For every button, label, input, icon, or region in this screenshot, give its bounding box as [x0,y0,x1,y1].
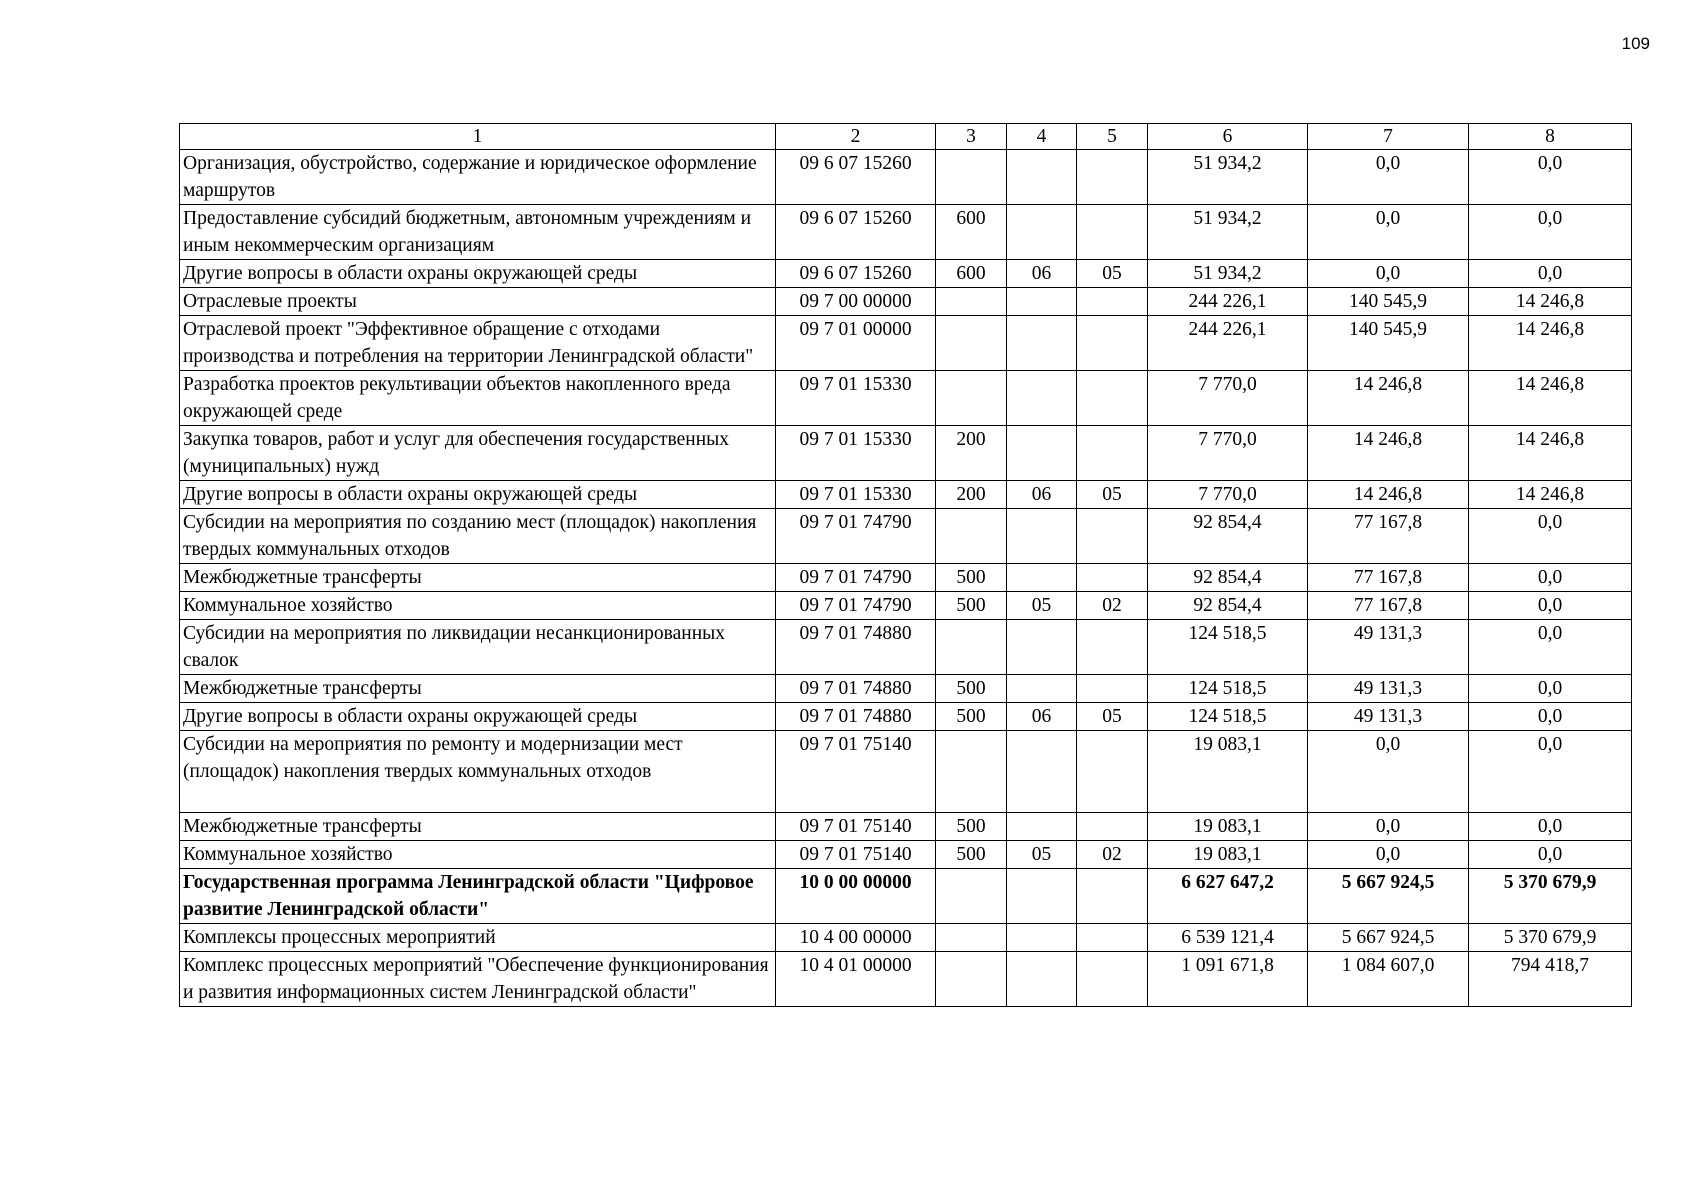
section-code [1007,675,1077,703]
amount-col7: 77 167,8 [1308,509,1469,564]
expense-type-code [936,952,1007,1007]
section-code [1007,924,1077,952]
subsection-code [1077,813,1148,841]
amount-col8: 0,0 [1469,205,1632,260]
amount-col7: 5 667 924,5 [1308,924,1469,952]
amount-col6: 19 083,1 [1148,841,1308,869]
item-name: Государственная программа Ленинградской области "Цифровое развитие Ленинградской области" [180,869,776,924]
section-code [1007,952,1077,1007]
subsection-code [1077,564,1148,592]
expense-type-code: 600 [936,260,1007,288]
section-code: 06 [1007,481,1077,509]
amount-col8: 0,0 [1469,675,1632,703]
amount-col7: 1 084 607,0 [1308,952,1469,1007]
subsection-code: 05 [1077,481,1148,509]
amount-col7: 0,0 [1308,841,1469,869]
amount-col6: 92 854,4 [1148,509,1308,564]
table-row [180,924,1632,952]
amount-col7: 140 545,9 [1308,288,1469,316]
item-name: Комплексы процессных мероприятий [180,924,776,952]
amount-col6: 6 627 647,2 [1148,869,1308,924]
subsection-code [1077,952,1148,1007]
target-article-code: 09 7 01 75140 [776,841,936,869]
header-cell: 1 [180,124,776,150]
section-code: 05 [1007,841,1077,869]
expense-type-code: 500 [936,564,1007,592]
subsection-code: 05 [1077,703,1148,731]
amount-col6: 19 083,1 [1148,813,1308,841]
item-name: Коммунальное хозяйство [180,841,776,869]
item-name: Отраслевой проект "Эффективное обращение с отходами производства и потребления на территории Ленинградской области" [180,316,776,371]
item-name: Отраслевые проекты [180,288,776,316]
amount-col7: 49 131,3 [1308,703,1469,731]
section-code [1007,620,1077,675]
amount-col8: 0,0 [1469,564,1632,592]
subsection-code: 02 [1077,592,1148,620]
expense-type-code: 500 [936,703,1007,731]
header-cell: 2 [776,124,936,150]
target-article-code: 10 4 00 00000 [776,924,936,952]
amount-col8: 14 246,8 [1469,288,1632,316]
subsection-code [1077,205,1148,260]
table-row [180,150,1632,205]
amount-col7: 77 167,8 [1308,592,1469,620]
expense-type-code: 500 [936,841,1007,869]
subsection-code [1077,675,1148,703]
table-row [180,509,1632,564]
section-code [1007,509,1077,564]
amount-col8: 0,0 [1469,592,1632,620]
table-row [180,952,1632,1007]
amount-col8: 0,0 [1469,509,1632,564]
subsection-code [1077,731,1148,813]
amount-col7: 0,0 [1308,813,1469,841]
expense-type-code [936,869,1007,924]
amount-col7: 0,0 [1308,205,1469,260]
table-row [180,371,1632,426]
amount-col8: 0,0 [1469,703,1632,731]
target-article-code: 09 7 01 74790 [776,509,936,564]
expense-type-code: 500 [936,813,1007,841]
item-name: Организация, обустройство, содержание и юридическое оформление маршрутов [180,150,776,205]
section-code [1007,564,1077,592]
amount-col8: 14 246,8 [1469,426,1632,481]
budget-table [179,123,1632,1007]
table-row [180,316,1632,371]
target-article-code: 09 7 01 00000 [776,316,936,371]
subsection-code [1077,509,1148,564]
item-name: Субсидии на мероприятия по созданию мест (площадок) накопления твердых коммунальных отходов [180,509,776,564]
amount-col7: 14 246,8 [1308,426,1469,481]
amount-col6: 92 854,4 [1148,564,1308,592]
item-name: Коммунальное хозяйство [180,592,776,620]
amount-col6: 244 226,1 [1148,316,1308,371]
item-name: Другие вопросы в области охраны окружающей среды [180,260,776,288]
amount-col6: 51 934,2 [1148,150,1308,205]
amount-col8: 0,0 [1469,620,1632,675]
item-name: Субсидии на мероприятия по ликвидации несанкционированных свалок [180,620,776,675]
header-cell: 6 [1148,124,1308,150]
target-article-code: 09 6 07 15260 [776,150,936,205]
target-article-code: 09 7 01 15330 [776,371,936,426]
amount-col6: 7 770,0 [1148,371,1308,426]
table-row [180,288,1632,316]
amount-col8: 14 246,8 [1469,316,1632,371]
subsection-code [1077,150,1148,205]
expense-type-code [936,620,1007,675]
item-name: Другие вопросы в области охраны окружающей среды [180,481,776,509]
item-name: Другие вопросы в области охраны окружающей среды [180,703,776,731]
expense-type-code [936,509,1007,564]
table-row [180,841,1632,869]
section-code [1007,316,1077,371]
target-article-code: 09 7 01 75140 [776,731,936,813]
amount-col6: 19 083,1 [1148,731,1308,813]
target-article-code: 09 7 01 74880 [776,620,936,675]
subsection-code [1077,288,1148,316]
amount-col8: 5 370 679,9 [1469,924,1632,952]
item-name: Предоставление субсидий бюджетным, автономным учреждениям и иным некоммерческим организациям [180,205,776,260]
section-code: 05 [1007,592,1077,620]
amount-col7: 0,0 [1308,150,1469,205]
expense-type-code [936,150,1007,205]
table-row [180,620,1632,675]
header-cell: 4 [1007,124,1077,150]
amount-col7: 77 167,8 [1308,564,1469,592]
target-article-code: 09 7 00 00000 [776,288,936,316]
amount-col8: 0,0 [1469,260,1632,288]
section-code [1007,205,1077,260]
section-code [1007,731,1077,813]
expense-type-code: 600 [936,205,1007,260]
subsection-code [1077,924,1148,952]
expense-type-code: 200 [936,426,1007,481]
amount-col8: 5 370 679,9 [1469,869,1632,924]
section-code: 06 [1007,703,1077,731]
subsection-code [1077,620,1148,675]
amount-col6: 1 091 671,8 [1148,952,1308,1007]
amount-col8: 0,0 [1469,813,1632,841]
table-row [180,426,1632,481]
amount-col6: 51 934,2 [1148,205,1308,260]
item-name: Межбюджетные трансферты [180,675,776,703]
target-article-code: 10 4 01 00000 [776,952,936,1007]
amount-col7: 14 246,8 [1308,371,1469,426]
section-code: 06 [1007,260,1077,288]
header-cell: 5 [1077,124,1148,150]
page-number: 109 [1621,34,1650,53]
amount-col6: 7 770,0 [1148,481,1308,509]
amount-col6: 51 934,2 [1148,260,1308,288]
amount-col8: 14 246,8 [1469,371,1632,426]
amount-col8: 0,0 [1469,731,1632,813]
table-row [180,869,1632,924]
table-row [180,205,1632,260]
item-name: Межбюджетные трансферты [180,564,776,592]
section-code [1007,813,1077,841]
section-code [1007,288,1077,316]
amount-col8: 0,0 [1469,150,1632,205]
table-row [180,564,1632,592]
amount-col7: 49 131,3 [1308,620,1469,675]
section-code [1007,869,1077,924]
expense-type-code [936,316,1007,371]
target-article-code: 09 6 07 15260 [776,205,936,260]
expense-type-code: 500 [936,675,1007,703]
target-article-code: 09 7 01 74790 [776,564,936,592]
item-name: Комплекс процессных мероприятий "Обеспечение функционирования и развития информационных систем Ленинградской области" [180,952,776,1007]
item-name: Разработка проектов рекультивации объектов накопленного вреда окружающей среде [180,371,776,426]
amount-col7: 49 131,3 [1308,675,1469,703]
header-cell: 3 [936,124,1007,150]
table-row [180,260,1632,288]
table-header-row [180,124,1632,150]
expense-type-code [936,371,1007,426]
expense-type-code: 500 [936,592,1007,620]
expense-type-code [936,924,1007,952]
amount-col6: 7 770,0 [1148,426,1308,481]
amount-col7: 5 667 924,5 [1308,869,1469,924]
amount-col8: 794 418,7 [1469,952,1632,1007]
subsection-code: 05 [1077,260,1148,288]
amount-col7: 0,0 [1308,731,1469,813]
section-code [1007,426,1077,481]
subsection-code [1077,426,1148,481]
target-article-code: 09 7 01 15330 [776,426,936,481]
table-row [180,703,1632,731]
header-cell: 7 [1308,124,1469,150]
amount-col6: 124 518,5 [1148,703,1308,731]
target-article-code: 09 6 07 15260 [776,260,936,288]
target-article-code: 09 7 01 74790 [776,592,936,620]
amount-col6: 6 539 121,4 [1148,924,1308,952]
table-row [180,481,1632,509]
amount-col8: 14 246,8 [1469,481,1632,509]
subsection-code: 02 [1077,841,1148,869]
section-code [1007,150,1077,205]
subsection-code [1077,316,1148,371]
target-article-code: 10 0 00 00000 [776,869,936,924]
expense-type-code [936,731,1007,813]
target-article-code: 09 7 01 74880 [776,675,936,703]
expense-type-code [936,288,1007,316]
item-name: Межбюджетные трансферты [180,813,776,841]
expense-type-code: 200 [936,481,1007,509]
amount-col6: 92 854,4 [1148,592,1308,620]
amount-col7: 14 246,8 [1308,481,1469,509]
item-name: Закупка товаров, работ и услуг для обеспечения государственных (муниципальных) нужд [180,426,776,481]
target-article-code: 09 7 01 15330 [776,481,936,509]
amount-col6: 244 226,1 [1148,288,1308,316]
header-cell: 8 [1469,124,1632,150]
amount-col6: 124 518,5 [1148,675,1308,703]
amount-col7: 140 545,9 [1308,316,1469,371]
subsection-code [1077,869,1148,924]
table-row [180,813,1632,841]
table-row [180,592,1632,620]
table-row [180,731,1632,813]
target-article-code: 09 7 01 74880 [776,703,936,731]
amount-col7: 0,0 [1308,260,1469,288]
target-article-code: 09 7 01 75140 [776,813,936,841]
item-name: Субсидии на мероприятия по ремонту и модернизации мест (площадок) накопления твердых коммунальных отходов [180,731,776,813]
table-row [180,675,1632,703]
amount-col8: 0,0 [1469,841,1632,869]
subsection-code [1077,371,1148,426]
amount-col6: 124 518,5 [1148,620,1308,675]
section-code [1007,371,1077,426]
